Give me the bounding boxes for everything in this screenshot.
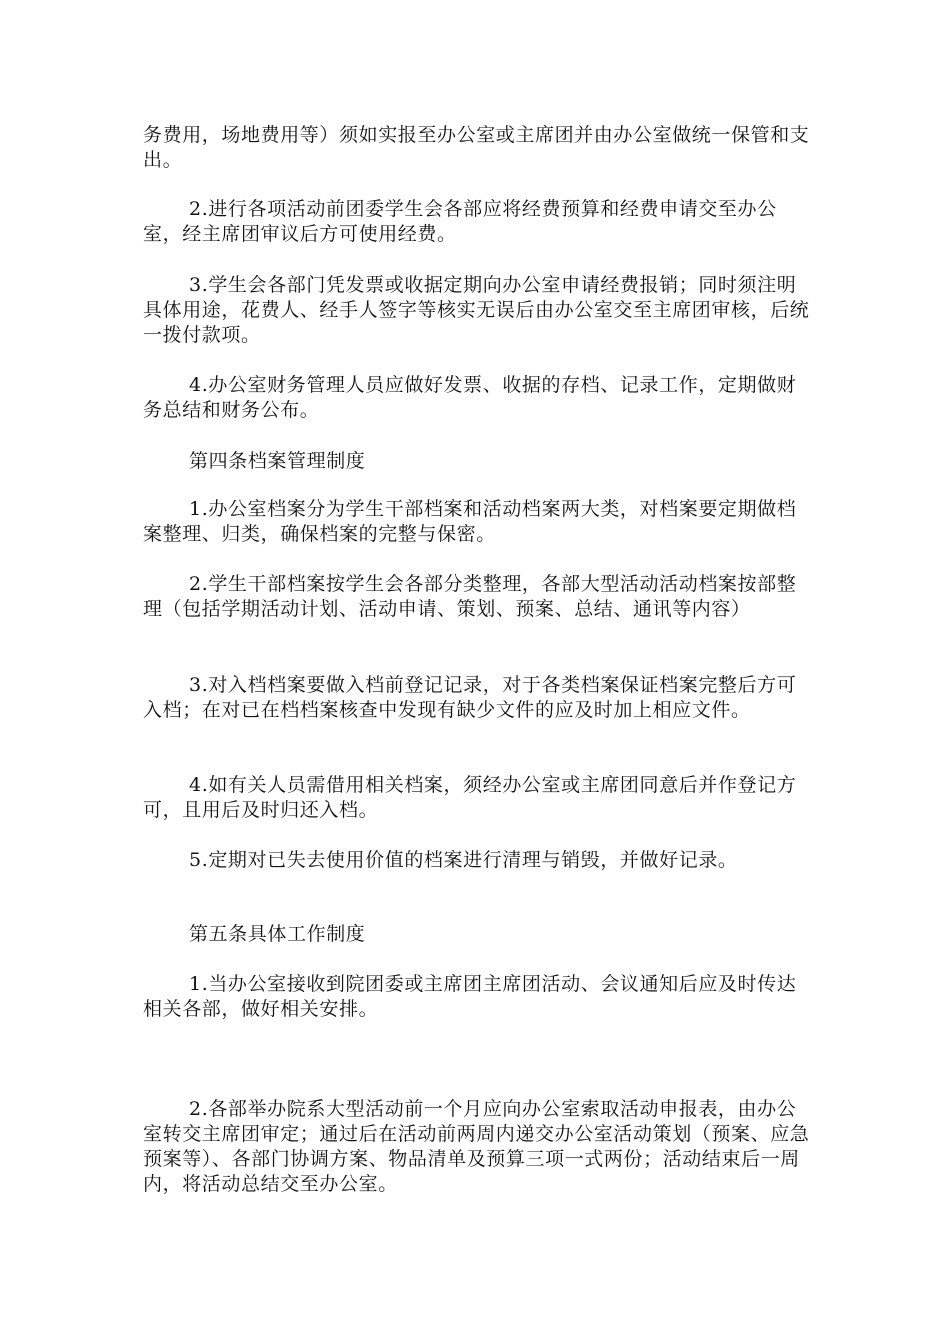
paragraph-work-2: 2.各部举办院系大型活动前一个月应向办公室索取活动申报表，由办公室转交主席团审定；通过后在活动前两周内递交办公室活动策划（预案、应急预案等）、各部门协调方案、物品清单及预算三项一式两份；活动结束后一周内，将活动总结交至办公室。 xyxy=(143,1098,810,1195)
paragraph-archives-5: 5.定期对已失去使用价值的档案进行清理与销毁，并做好记录。 xyxy=(189,849,738,871)
paragraph-finance-3: 3.学生会各部门凭发票或收据定期向办公室申请经费报销；同时须注明具体用途，花费人、经手人签字等核实无误后由办公室交至主席团审核，后统一拨付款项。 xyxy=(143,274,810,346)
paragraph-archives-2: 2.学生干部档案按学生会各部分类整理，各部大型活动活动档案按部整理（包括学期活动计划、活动申请、策划、预案、总结、通讯等内容） xyxy=(143,573,797,620)
paragraph-finance-2: 2.进行各项活动前团委学生会各部应将经费预算和经费申请交至办公室，经主席团审议后方可使用经费。 xyxy=(143,198,777,245)
paragraph-archives-4: 4.如有关人员需借用相关档案，须经办公室或主席团同意后并作登记方可，且用后及时归还入档。 xyxy=(143,774,797,821)
paragraph-archives-3: 3.对入档档案要做入档前登记记录，对于各类档案保证档案完整后方可入档；在对已在档档案核查中发现有缺少文件的应及时加上相应文件。 xyxy=(143,674,797,721)
paragraph-archives-1: 1.办公室档案分为学生干部档案和活动档案两大类，对档案要定期做档案整理、归类，确保档案的完整与保密。 xyxy=(143,498,797,545)
section-heading-archives: 第四条档案管理制度 xyxy=(189,450,366,472)
paragraph-work-1: 1.当办公室接收到院团委或主席团主席团活动、会议通知后应及时传达相关各部，做好相关安排。 xyxy=(143,973,797,1020)
section-heading-work: 第五条具体工作制度 xyxy=(189,923,366,945)
paragraph-finance-4: 4.办公室财务管理人员应做好发票、收据的存档、记录工作，定期做财务总结和财务公布。 xyxy=(143,374,797,421)
paragraph-finance-continued: 务费用，场地费用等）须如实报至办公室或主席团并由办公室做统一保管和支出。 xyxy=(143,124,810,171)
